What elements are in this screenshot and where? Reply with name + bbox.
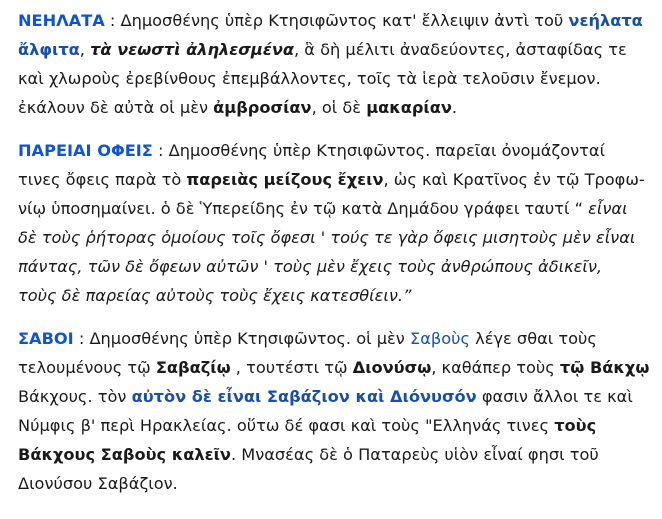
text-run: . bbox=[451, 98, 458, 117]
text-run: λέγε σθαι τοὺς bbox=[469, 329, 597, 348]
text-run: , τουτέστι τῷ bbox=[230, 358, 353, 377]
text-line bbox=[18, 64, 648, 93]
text-run: φασιν ἄλλοι τε καὶ bbox=[476, 387, 633, 406]
entry-pareiai-opheis bbox=[18, 136, 648, 310]
text-line bbox=[18, 165, 648, 194]
text-line bbox=[18, 93, 648, 122]
emphasis-bold: Διονύσῳ bbox=[352, 358, 432, 377]
text-run: τελουμένους τῷ bbox=[18, 358, 156, 377]
text-line bbox=[18, 223, 648, 252]
text-run: Νύμφις β' περὶ Ηρακλείας. οὕτω δέ φασι καὶ τοὺς "Ελληνάς τινες bbox=[18, 416, 555, 435]
emphasis-bold: μακαρίαν bbox=[366, 98, 452, 117]
text-run: , οἱ δὲ bbox=[311, 98, 367, 117]
headword: ΣΑΒΟΙ bbox=[18, 329, 74, 348]
text-run: τινες ὄφεις παρὰ τὸ bbox=[18, 170, 187, 189]
text-line bbox=[18, 440, 648, 469]
cross-reference-link[interactable]: ἄλφιτα bbox=[18, 40, 80, 59]
text-run: Βάκχους. τὸν bbox=[18, 387, 132, 406]
text-line bbox=[18, 469, 648, 498]
text-line bbox=[18, 35, 648, 64]
text-run: : Δημοσθένης ὑπὲρ Κτησιφῶντος. παρεῖαι ὀνομάζονταί bbox=[152, 141, 606, 160]
emphasis-bold: ἀμβροσίαν bbox=[213, 98, 312, 117]
text-run: , καθάπερ τοὺς bbox=[431, 358, 560, 377]
emphasis-bold: Σαβαζίῳ bbox=[155, 358, 231, 377]
text-line bbox=[18, 194, 648, 223]
cross-reference-link[interactable]: αὐτὸν δὲ εἶναι Σαβάζιον καὶ Διόνυσόν bbox=[131, 387, 477, 406]
text-line bbox=[18, 382, 648, 411]
text-run: ἐκάλουν δὲ αὐτὰ οἱ μὲν bbox=[18, 98, 214, 117]
text-line bbox=[18, 6, 648, 35]
quotation-italic: εἶναι bbox=[588, 199, 628, 218]
text-run: , ὡς καὶ Κρατῖνος ἐν τῷ Τροφω- bbox=[383, 170, 645, 189]
text-line bbox=[18, 136, 648, 165]
entry-nealata bbox=[18, 6, 648, 122]
text-run: : Δημοσθένης ὑπὲρ Κτησιφῶντος κατ' ἔλλειψιν ἀντὶ τοῦ bbox=[104, 11, 569, 30]
text-run: . Μνασέας δὲ ὁ Παταρεὺς υἱὸν εἶναί φησι τοῦ bbox=[230, 445, 599, 464]
entry-saboi bbox=[18, 324, 648, 498]
text-run: , ἃ δὴ μέλιτι ἀναδεύοντες, ἀσταφίδας τε bbox=[294, 40, 627, 59]
headword: ΠΑΡΕΙΑΙ ΟΦΕΙΣ bbox=[18, 141, 153, 160]
quotation-italic: πάντας, τῶν δὲ ὄφεων αὐτῶν ' τοὺς μὲν ἔχεις τοὺς ἀνθρώπους ἀδικεῖν, bbox=[18, 257, 603, 276]
text-line bbox=[18, 252, 648, 281]
cross-reference-link[interactable]: νεήλατα bbox=[568, 11, 643, 30]
emphasis-bold: Βάκχους Σαβοὺς καλεῖν bbox=[18, 445, 231, 464]
emphasis-bold: τῷ Βάκχῳ bbox=[559, 358, 650, 377]
text-run: νίῳ ὑποσημαίνει. ὁ δὲ Ὑπερείδης ἐν τῷ κατὰ Δημάδου γράφει ταυτί “ bbox=[18, 199, 589, 218]
quotation-italic: τοὺς δὲ παρείας αὐτοὺς τοὺς ἔχεις κατεσθίειν.” bbox=[18, 286, 412, 305]
text-line bbox=[18, 281, 648, 310]
text-run: , bbox=[79, 40, 91, 59]
emphasis-bold-italic: τὰ νεωστὶ ἀληλεσμένα bbox=[90, 40, 294, 59]
emphasis-bold: παρειὰς μείζους ἔχειν bbox=[186, 170, 384, 189]
text-line bbox=[18, 324, 648, 353]
text-run: Διονύσου Σαβάζιον. bbox=[18, 474, 178, 493]
headword: ΝΕΗΛΑΤΑ bbox=[18, 11, 105, 30]
text-line bbox=[18, 411, 648, 440]
quotation-italic: δὲ τοὺς ῥήτορας ὁμοίους τοῖς ὄφεσι ' τούς τε γὰρ ὄφεις μισητοὺς μὲν εἶναι bbox=[18, 228, 636, 247]
emphasis-bold: τοὺς bbox=[554, 416, 597, 435]
lexicon-document bbox=[18, 6, 648, 512]
text-line bbox=[18, 353, 648, 382]
cross-reference-link[interactable]: Σαβοὺς bbox=[409, 329, 470, 348]
text-run: : Δημοσθένης ὑπὲρ Κτησιφῶντος. οἱ μὲν bbox=[73, 329, 410, 348]
text-run: καὶ χλωροὺς ἐρεβίνθους ἐπεμβάλλοντες, τοῖς τὰ ἱερὰ τελοῦσιν ἔνεμον. bbox=[18, 69, 601, 88]
